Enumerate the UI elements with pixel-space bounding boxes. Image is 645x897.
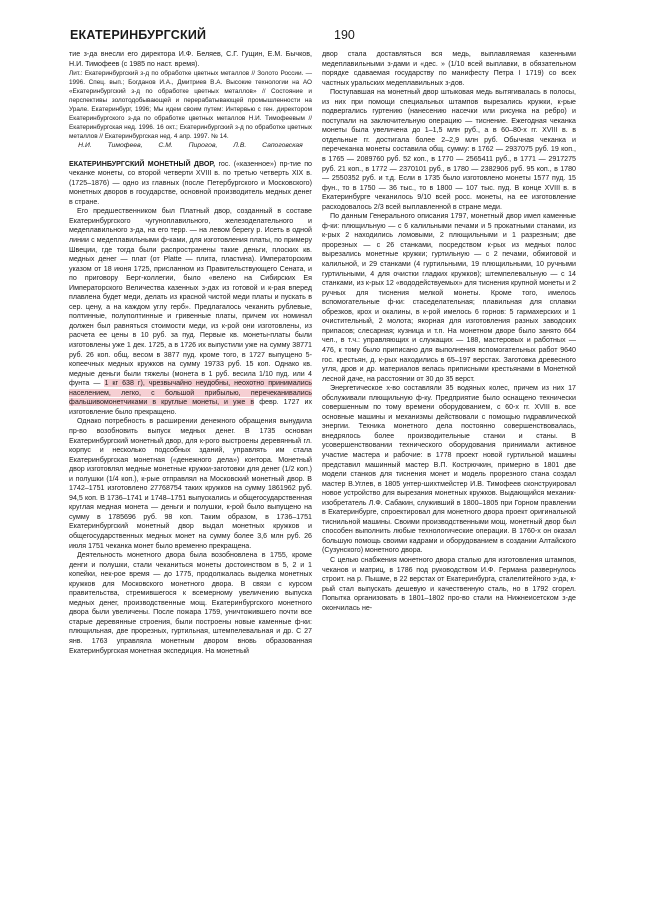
right-column [322, 50, 576, 613]
paragraph-resumption: Деятельность монетного двора была возобновлена в 1755, кроме денги и полушки, стали чеканиться монеты достоинством в 5, 2 и 1 копейки, нек-рое время — до 1775, продолжалась выделка монетных кружков для Московского монетного двора. В связи с курсом правительства, стремившегося к всемерному увеличению выпуска медных денег, производственные мощ. Екатеринбургского монетного двора были увеличены. После пожара 1759, уничтожившего почти все старые деревянные строения, были построены новые каменные ф-ки: плющильная, две прорезных, гуртильная, штемпелевальная и др. С 27 янв. 1763 управляла монетным двором вновь образованная Екатеринбургская монетная экспедиция. На монетный [69, 551, 312, 655]
running-head-title: ЕКАТЕРИНБУРГСКИЙ [70, 28, 207, 42]
paragraph-copper-supply: двор стала доставляться вся медь, выплавляемая казенными медеплавильными з-дами и «дес. » (1/10 всей выплавки, в обязательном порядке сдаваемая государству по манифесту Петра I 1719) со всех частных уральских медеплавильных з-дов. [322, 50, 576, 87]
highlighted-passage: 1 кг 638 г), чрезвычайно неудобны, неохотно принимались населением, легко, с большой прибылью, перечеканивались фальшивомонетчиками в круглые монеты, и уже в [69, 379, 312, 407]
entry-title: ЕКАТЕРИНБУРГСКИЙ МОНЕТНЫЙ ДВОР, [69, 159, 216, 168]
paragraph-history [69, 207, 312, 417]
authors-line: Н.И. Тимофеев, С.М. Пирогов, Л.В. Сапоговская [78, 142, 303, 150]
paragraph-energy: Энергетическое х-во составляли 35 водяных колес, причем из них 17 обслуживали плющильную ф-ку. Предприятие было оснащено технически совершенным по тому времени оборудованием, с 60-х гг. XVIII в. все основные машины и механизмы действовали с помощью гидравлической энергии. Техника монетного дела постоянно совершенствовалась, внедрялось более производительные станки и станы. В усовершенствовании технического оборудования принимали активное участие мастера и рабочие: в 1778 проект новой гуртильной машины представил машинный мастер В.П. Кострючкин, примерно в 1801 две модели станков для тиснения монет и модель прорезного стана создал мастер В.Углев, в 1805 унтер-шихтмейстер И.В. Тимофеев сконструировал новое устройство для вырезания монетных кружков. Выдающийся механик-изобретатель Л.Ф. Сабакин, служивший в 1800–1805 при Горном правлении в Екатеринбурге, спроектировал для монетного двора проект оригинальной тиснильной машины. Своими производственными мощ. монетный двор был способен выполнить любые технологические операции. В 1760-х он оказал большую помощь своими кадрами и оборудованием в создании Алтайского (Сузунского) монетного двора. [322, 384, 576, 555]
left-column [69, 50, 312, 656]
entry-definition: гос. («казенное») пр-тие по чеканке монеты, со второй четверти XVIII в. по третью четверть XIX в. (1725–1876) — одно из главных (после Петербургского и Московского) монетных дворов в государстве, основной производитель медных денег в стране. [69, 159, 313, 206]
paragraph-history-end: февр. 1727 их изготовление было прекращено. [69, 398, 312, 416]
paragraph-steel: С целью снабжения монетного двора сталью для изготовления штампов, чеканов и матриц, в 1786 под руководством И.Ф. Германа развернулось строит. на р. Пышме, в 22 верстах от Екатеринбурга, сталелитейного з-да, к-рый стал выпускать дешевую и качественную сталь, но в 1792 сгорел. Попытка организовать в 1801–1802 про-во стали на Нижнеисетском з-де окончилась не- [322, 555, 576, 612]
paragraph-description-1797: По данным Генерального описания 1797, монетный двор имел каменные ф-ки: плющильную — с 6 калильными печами и 5 прокатными станами, из к-рых 2 находились ломовыми, 2 плющильными и 1 разрезным; две прорезных — с 26 станками, посредством к-рых из медных полос вырезались монетные кружки; гуртильную — с 2 печами, обжиговой и калильной, и 29 станками (4 гуртильными, 19 плющильными, 10 ручными гуртильными, 4 для очистки гладких кружков); штемпелевальную — с 14 станками, из к-рых 12 «вододействуемых» для тиснения крупной монеты и 2 ручных для тиснения мелкой монеты. Кроме того, имелось вспомогательные ф-ки: стаседелательная; плавильная для сплавки обрезков, крох и окалины, в к-рой имелось 6 горнов: 5 гармахерских и 1 очистительный, 2 молота; якорная для изготовления разных заводских припасов; слесарная; кузница и т.п. На монетном дворе было занято 664 чел., в т.ч.: управляющих и служащих — 188, мастеровых и работных — 476, к тому было приписано для выполнения вспомогательных работ 9640 гос. крестьян, д. к-рых находились в 65–197 верстах. Заготовка древесного угля, дров и др. материалов велась приписными крестьянами в Монетной лесной даче, на расстоянии от 30 до 35 верст. [322, 212, 576, 383]
intro-paragraph: тие з-да внесли его директора И.Ф. Беляев, С.Г. Гущин, Е.М. Бычков, Н.И. Тимофеев (с 1985 по наст. время). [69, 50, 312, 68]
paragraph-production: Поступавшая на монетный двор штыковая медь вытягивалась в полосы, из них при помощи специальных штампов вырезались кружки, к-рые подвергались гуртению (нанесению насечки или рисунка на ребро) и поступали на заключительную операцию — тиснение. Ежегодная чеканка монеты была увеличена до 1–1,5 млн руб., а в 60–80-х гг. XVIII в. в отдельные гг. достигала более 2–2,9 млн руб. Обычная чеканка и перечеканка монеты составила общ. сумму: в 1762 — 2937075 руб. 19 коп., в 1765 — 2089760 руб. 52 коп., в 1770 — 2565411 руб., в 1771 — 2917275 руб. 21 коп., в 1772 — 2370101 руб., в 1780 — 2382906 руб. 95 коп., в 1780 — 2550352 руб. и т.д. Если в 1735 было изготовлено монеты 1577 пуд. 15 фун., то в 1750 — 36 тыс., то в 1800 — 107 тыс. пуд. В конце XVIII в. в Екатеринбурге чеканилось 9/10 всей росс. монеты, на ее изготовление расходовалось 2/3 всей выплавленной в стране меди. [322, 88, 576, 211]
paragraph-history-text: Его предшественником был Платный двор, созданный в составе Екатеринбургского чугуноплавильного, железоделательного и медеплавильного з-да, на его терр. — на левом берегу р. Исеть в одной линии с медеплавильными ф-ками, для изготовления платы, по примеру Швеции, где тогда были распространены такие деньги, плоских кв. медных денег — плат (от Platte — плита, пластина). Императорским указом от 18 июня 1725, присланном из Правительствующего Сената, и по приговору Берг-коллегии, было «велено на Сибирских Ея Императорского Величества казенных з-дах из готовой и к-рая вперед плавлена будет меди, делать из красной чистой меди платы и пускать в сер. цену, а на каждом углу герб». Предлагалось чеканить рублевые, полтинные, полуполтинные и гривенные платы, причем их номинал должен был равняться стоимости меди, из к-рой они изготовлены, из расчета ее цены в 10 руб. за пуд. Первые кв. монеты-платы были изготовлены уже 1 дек. 1725, а в 1726 их выпустили уже на сумму 38771 руб. 26 коп. общ. весом в 3877 пуд. кроме того, в 1727 выпущено 5-копеечных медных кружков на сумму 19733 руб. 15 коп. Однако кв. медные деньги были тяжелы (монета в 1 руб. весила 1/10 пуд. или 4 фунта — [69, 207, 312, 388]
page-header [70, 28, 580, 46]
paragraph-founding: Однако потребность в расширении денежного обращения вынудила пр-во возобновить выпуск медных денег. В 1735 основан Екатеринбургский монетный двор, для к-рого выстроены деревянный гл. корпус и несколько подсобных зданий, управлять им стала Екатеринбургская монетная («денежного дела») контора. Монетный двор изготовлял медные монетные кружки-заготовки для денег (1/2 коп.) и полушки (1/4 коп.), к-рые отправлял на Московский монетный двор. В 1742–1751 изготовлено 27768754 таких кружков на сумму 1861962 руб. 94,5 коп. В 1736–1741 и 1748–1751 выпускались и общегосударственная круглая медная монета — деньги и полушки, к-рой было выпущено на сумму в 1785696 руб. 98 коп. Таким образом, в 1736–1751 Екатеринбургский монетный двор выдал монетных кружков и общегосударственных медных монет на сумму более 3,6 млн руб. 26 июля 1751 чеканка монет было временно прекращена. [69, 417, 312, 550]
page-number: 190 [334, 28, 355, 42]
literature-block: Лит.: Екатеринбургский з-д по обработке цветных металлов // Золото России. — 1996. Спец. вып.; Богданов И.А., Дмитриев В.А. Высокие технологии на АО «Екатеринбургский з-д по обработке цветных металлов» // Состояние и перспективы золотодобывающей и перерабатывающей промышленности на Урале. Екатеринбург, 1996; Мы идем своим путем: Интервью с ген. директором Екатеринбургского з-да по обработке цветных металлов Н.И. Тимофеевым // Екатеринбургская нед. 1996. 16 окт.; Екатеринбургский з-д по обработке цветных металлов // Екатеринбургская нед. 4 апр. 1997. № 14. [69, 70, 312, 141]
entry-lead [69, 160, 312, 208]
